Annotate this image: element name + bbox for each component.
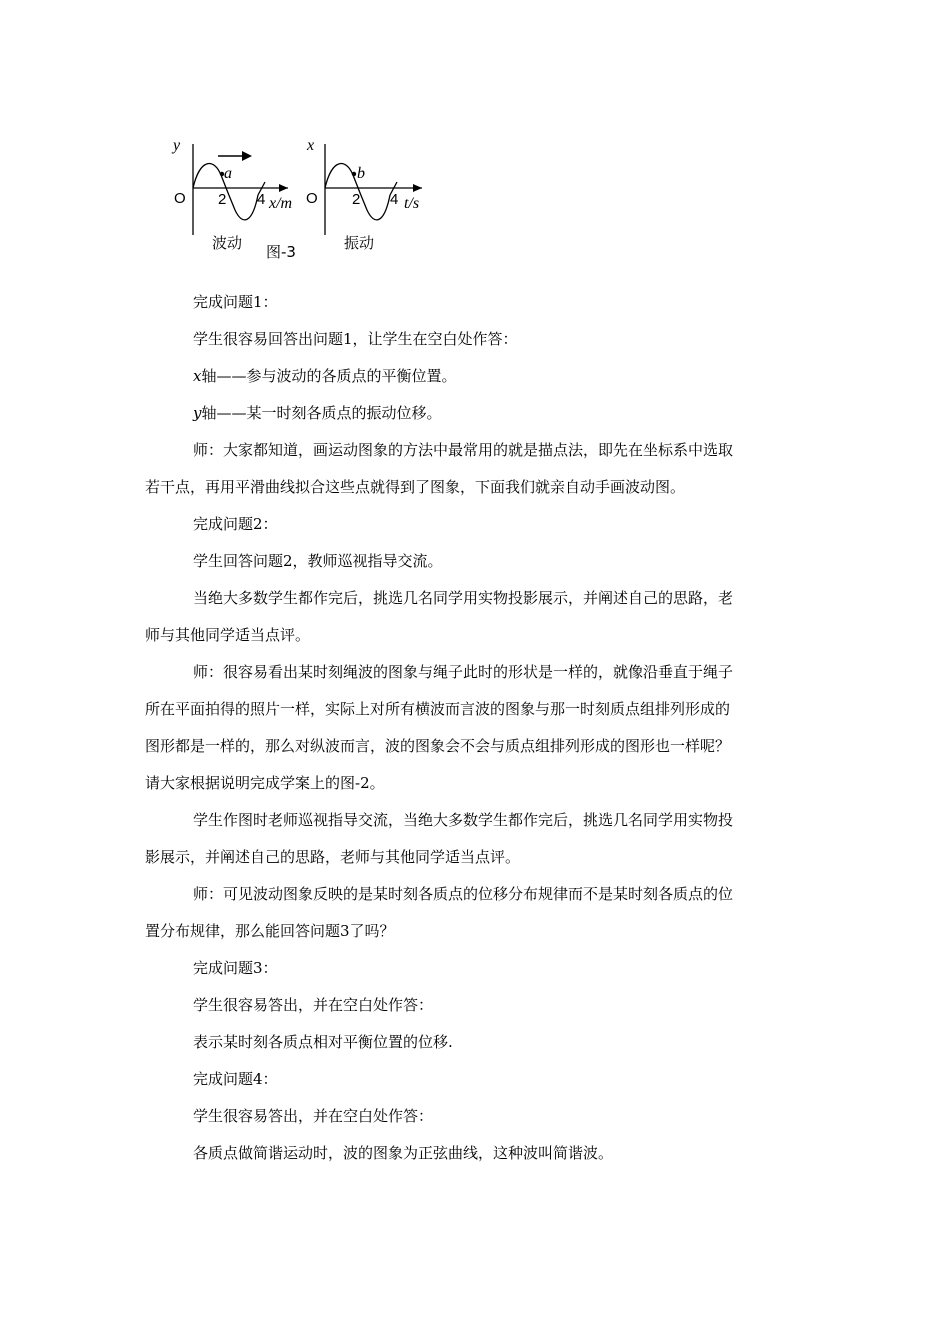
paragraph-text: 师：很容易看出某时刻绳波的图象与绳子此时的形状是一样的，就像沿垂直于绳子 [193,663,734,681]
paragraph-text: 各质点做简谐运动时，波的图象为正弦曲线，这种波叫简谐波。 [193,1144,614,1162]
paragraph-text: 完成问题1： [193,293,278,311]
wave-x-label: x/m [269,195,293,212]
wave-point-a-label: a [224,165,232,182]
wave-tick-2: 2 [218,191,227,208]
vib-x-arrowhead [413,184,422,192]
paragraph-text: 置分布规律，那么能回答问题3了吗？ [145,922,395,940]
wave-x-arrowhead [279,184,288,192]
paragraph-text: 学生作图时老师巡视指导交流，当绝大多数学生都作完后，挑选几名同学用实物投 [193,811,734,829]
vib-y-label: x [307,137,315,154]
paragraph-text: 影展示，并阐述自己的思路，老师与其他同学适当点评。 [145,848,521,866]
paragraph-answer-2 [193,543,803,580]
paragraph-text: 所在平面拍得的照片一样，实际上对所有横波而言波的图象与那一时刻质点组排列形成的 [145,700,731,718]
paragraph-text: 师：可见波动图象反映的是某时刻各质点的位移分布规律而不是某时刻各质点的位 [193,885,734,903]
paragraph-text: 学生回答问题2，教师巡视指导交流。 [193,552,443,570]
figure-caption: 图-3 [266,243,296,261]
paragraph-text: 师与其他同学适当点评。 [145,626,311,644]
wave-caption: 波动 [212,234,243,252]
paragraph-task-1 [193,284,803,321]
figure-svg [160,130,460,270]
paragraph-text: 学生很容易回答出问题1，让学生在空白处作答： [193,330,518,348]
paragraph-showcase-2 [193,802,803,839]
vib-point-b-label: b [357,165,365,182]
axis-variable: y [193,404,202,422]
propagation-arrowhead [242,151,252,161]
paragraph-teacher-1-cont [145,469,803,506]
paragraph-text: 若干点，再用平滑曲线拟合这些点就得到了图象，下面我们就亲自动手画波动图。 [145,478,686,496]
vib-point-b-dot [352,172,356,176]
paragraph-showcase-1-cont [145,617,803,654]
paragraph-answer-4-text [193,1135,803,1172]
wave-origin-label: O [174,190,186,207]
paragraph-teacher-2-cont-2 [145,728,803,765]
paragraph-answer-3 [193,987,803,1024]
paragraph-y-axis [193,395,803,432]
paragraph-text: 当绝大多数学生都作完后，挑选几名同学用实物投影展示，并阐述自己的思路，老 [193,589,734,607]
paragraph-teacher-1 [193,432,803,469]
paragraph-text: 轴——某一时刻各质点的振动位移。 [201,404,442,422]
vib-x-label: t/s [404,195,420,212]
document-body [145,284,803,1172]
paragraph-text: 图形都是一样的，那么对纵波而言，波的图象会不会与质点组排列形成的图形也一样呢？ [145,737,731,755]
paragraph-task-4 [193,1061,803,1098]
paragraph-text: 完成问题3： [193,959,278,977]
paragraph-text: 学生很容易答出，并在空白处作答： [193,996,434,1014]
vib-tick-2: 2 [352,191,361,208]
paragraph-text: 完成问题4： [193,1070,278,1088]
paragraph-task-2 [193,506,803,543]
paragraph-text: 表示某时刻各质点相对平衡位置的位移. [193,1033,453,1051]
paragraph-text: 师：大家都知道，画运动图象的方法中最常用的就是描点法，即先在坐标系中选取 [193,441,734,459]
paragraph-task-3 [193,950,803,987]
paragraph-text: 轴——参与波动的各质点的平衡位置。 [201,367,457,385]
vib-tick-4: 4 [390,191,399,208]
paragraph-teacher-2 [193,654,803,691]
paragraph-teacher-2-cont-1 [145,691,803,728]
paragraph-teacher-3 [193,876,803,913]
paragraph-showcase-2-cont [145,839,803,876]
vib-caption: 振动 [344,234,375,252]
paragraph-teacher-3-cont [145,913,803,950]
paragraph-x-axis [193,358,803,395]
vib-origin-label: O [306,190,318,207]
paragraph-text: 请大家根据说明完成学案上的图-2。 [145,774,385,792]
paragraph-text: 学生很容易答出，并在空白处作答： [193,1107,434,1125]
paragraph-showcase-1 [193,580,803,617]
wave-tick-4: 4 [257,191,266,208]
paragraph-answer-1 [193,321,803,358]
paragraph-teacher-2-cont-3 [145,765,803,802]
paragraph-answer-4 [193,1098,803,1135]
paragraph-text: 完成问题2： [193,515,278,533]
axis-variable: x [193,367,202,385]
wave-vibration-figure [160,130,460,270]
wave-y-label: y [173,137,181,154]
paragraph-answer-3-text [193,1024,803,1061]
